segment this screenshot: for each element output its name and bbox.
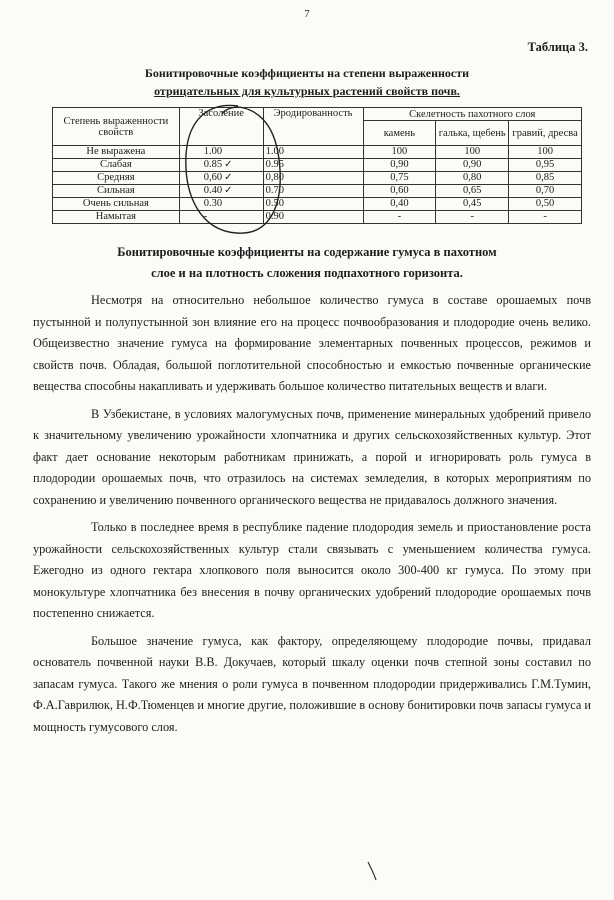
page-number: 7 [304,8,310,20]
header-degree: Степень выраженности свойств [53,108,180,146]
cell-salinity: 1.00 [179,146,263,159]
cell-stones: - [363,211,436,224]
header-stoniness: Скелетность пахотного слоя [363,108,582,121]
paragraph: Большое значение гумуса, как фактору, определяющему плодородие почвы, придавал основатель почвенной науки В.В. Докучаев, который шкалу оценки почв степной зоны составил по запасам гумуса. Такого же мнения о роли гумуса в почвенном плодородии придерживались Г.М.Тумин, Ф.А.Гаврилюк, Н.Ф.Тюменцев и многие другие, положившие в основу бонитировки почв запасы гумуса и мощность гумусового слоя. [33,633,591,734]
cell-stones: 0,40 [363,198,436,211]
cell-pebble: 100 [436,146,509,159]
paragraph: Только в последнее время в республике падение плодородия земель и приостановление роста урожайности сельскохозяйственных культур стали связывать с уменьшением количества гумуса. Ежегодно из одного гектара хлопкового поля выносится около 300-400 кг гумуса. По этому при монокультуре хлопчатника без внесения в почву органических удобрений плодородие орошаемых почв постепенно снижается. [33,520,591,620]
table-row [53,159,582,172]
table-row [53,185,582,198]
cell-salinity: 0.30 [179,198,263,211]
check-mark-icon: ✓ [224,172,233,183]
header-erosion: Эродированность [263,108,363,146]
header-salinity: Засоление [179,108,263,146]
cell-gravel: 0,85 [509,172,582,185]
body-text [33,290,591,744]
cell-stones: 0,60 [363,185,436,198]
table-row [53,198,582,211]
cell-gravel: 0,70 [509,185,582,198]
cell-erosion: 0.50 [263,198,363,211]
cell-salinity [179,185,263,198]
cell-erosion: 1.00 [263,146,363,159]
paragraph: Несмотря на относительно небольшое количество гумуса в составе орошаемых почв пустынной и полупустынной зон влияние его на процесс почвообразования и плодородие очень велико. Общеизвестно значение гумуса на формирование элементарных почвенных процессов, режимов и свойств почв. Обладая, большой поглотительной способностью и емкостью почвенные органические вещества способны накапливать и удерживать большое количество питательных веществ и влаги. [33,293,591,393]
row-label: Сильная [53,185,180,198]
cell-pebble: 0,80 [436,172,509,185]
cell-pebble: 0,65 [436,185,509,198]
cell-pebble: 0,90 [436,159,509,172]
pen-stroke-mark [365,860,379,882]
cell-erosion: 0,80 [263,172,363,185]
cell-erosion: 0.90 [263,211,363,224]
table-row [53,211,582,224]
coefficients-table [52,107,582,224]
table-row [53,172,582,185]
row-label: Не выражена [53,146,180,159]
section-title [0,242,614,284]
check-mark-icon: ✓ [224,159,233,170]
cell-salinity: - [179,211,263,224]
cell-salinity-value: 0.40 [203,185,223,196]
cell-stones: 0,75 [363,172,436,185]
cell-gravel: 100 [509,146,582,159]
header-pebble: галька, щебень [436,121,509,146]
cell-gravel: - [509,211,582,224]
header-stones: камень [363,121,436,146]
cell-pebble: - [436,211,509,224]
row-label: Очень сильная [53,198,180,211]
row-label: Слабая [53,159,180,172]
cell-erosion: 0.95 [263,159,363,172]
table-row [53,146,582,159]
cell-stones: 100 [363,146,436,159]
table-title [0,64,614,100]
cell-gravel: 0,95 [509,159,582,172]
table-label: Таблица 3. [527,40,588,54]
cell-stones: 0,90 [363,159,436,172]
header-gravel: гравий, дресва [509,121,582,146]
cell-erosion: 0.70 [263,185,363,198]
cell-gravel: 0,50 [509,198,582,211]
section-title-line-1: Бонитировочные коэффициенты на содержание гумуса в пахотном [117,245,497,259]
paragraph: В Узбекистане, в условиях малогумусных почв, применение минеральных удобрений привело к значительному увеличению урожайности хлопчатника и других сельскохозяйственных культур. Этот факт дает основание некоторым работникам принижать, а порой и игнорировать роль гумуса в плодородии орошаемых почв, что отразилось на системах земледелия, в которых мероприятиям по сохранению и увеличению почвенного органического вещества не придавалось должного значения. [33,406,591,507]
table-title-line-2: отрицательных для культурных растений свойств почв. [154,84,460,98]
cell-pebble: 0,45 [436,198,509,211]
row-label: Средняя [53,172,180,185]
cell-salinity-value: 0,60 [203,172,223,183]
section-title-line-2: слое и на плотность сложения подпахотного горизонта. [151,266,463,280]
check-mark-icon: ✓ [224,185,233,196]
cell-salinity-value: 0.85 [203,159,223,170]
cell-salinity [179,172,263,185]
cell-salinity [179,159,263,172]
table-title-line-1: Бонитировочные коэффициенты на степени выраженности [144,66,470,80]
row-label: Намытая [53,211,180,224]
